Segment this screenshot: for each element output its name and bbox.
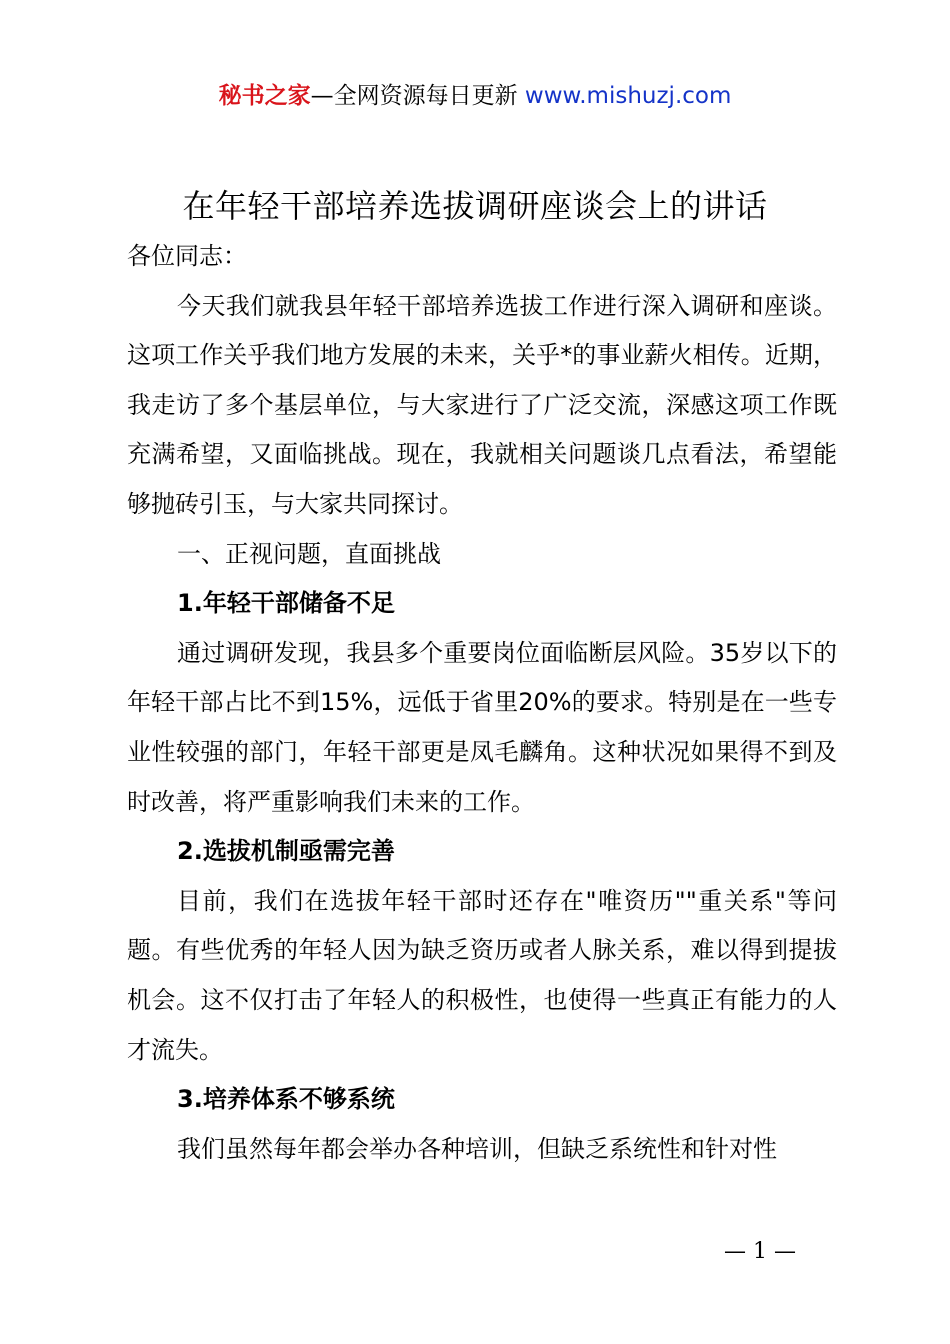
site-header xyxy=(0,80,950,112)
subheading: 1.年轻干部储备不足 xyxy=(177,589,395,618)
brand-name: 秘书之家 xyxy=(218,83,311,109)
salutation: 各位同志： xyxy=(127,242,247,270)
subheading: 3.培养体系不够系统 xyxy=(177,1085,395,1114)
subheading: 2.选拔机制亟需完善 xyxy=(177,837,395,866)
document-body xyxy=(127,232,837,1174)
paragraph-intro: 今天我们就我县年轻干部培养选拔工作进行深入调研和座谈。这项工作关乎我们地方发展的未来，关乎*的事业薪火相传。近期，我走访了多个基层单位，与大家进行了广泛交流，深感这项工作既充满希望，又面临挑战。现在，我就相关问题谈几点看法，希望能够抛砖引玉，与大家共同探讨。 xyxy=(127,291,837,518)
paragraph: 通过调研发现，我县多个重要岗位面临断层风险。35岁以下的年轻干部占比不到15%，远低于省里20%的要求。特别是在一些专业性较强的部门，年轻干部更是凤毛麟角。这种状况如果得不到及时改善，将严重影响我们未来的工作。 xyxy=(127,638,837,816)
paragraph: 我们虽然每年都会举办各种培训，但缺乏系统性和针对性 xyxy=(177,1134,777,1163)
page-number: — 1 — xyxy=(724,1239,796,1264)
header-tagline: —全网资源每日更新 xyxy=(310,83,518,109)
header-url-link[interactable]: www.mishuzj.com xyxy=(524,83,732,109)
paragraph: 目前，我们在选拔年轻干部时还存在"唯资历""重关系"等问题。有些优秀的年轻人因为缺乏资历或者人脉关系，难以得到提拔机会。这不仅打击了年轻人的积极性，也使得一些真正有能力的人才流失。 xyxy=(127,886,837,1064)
section-heading: 一、正视问题，直面挑战 xyxy=(177,539,441,568)
document-title: 在年轻干部培养选拔调研座谈会上的讲话 xyxy=(182,187,768,225)
